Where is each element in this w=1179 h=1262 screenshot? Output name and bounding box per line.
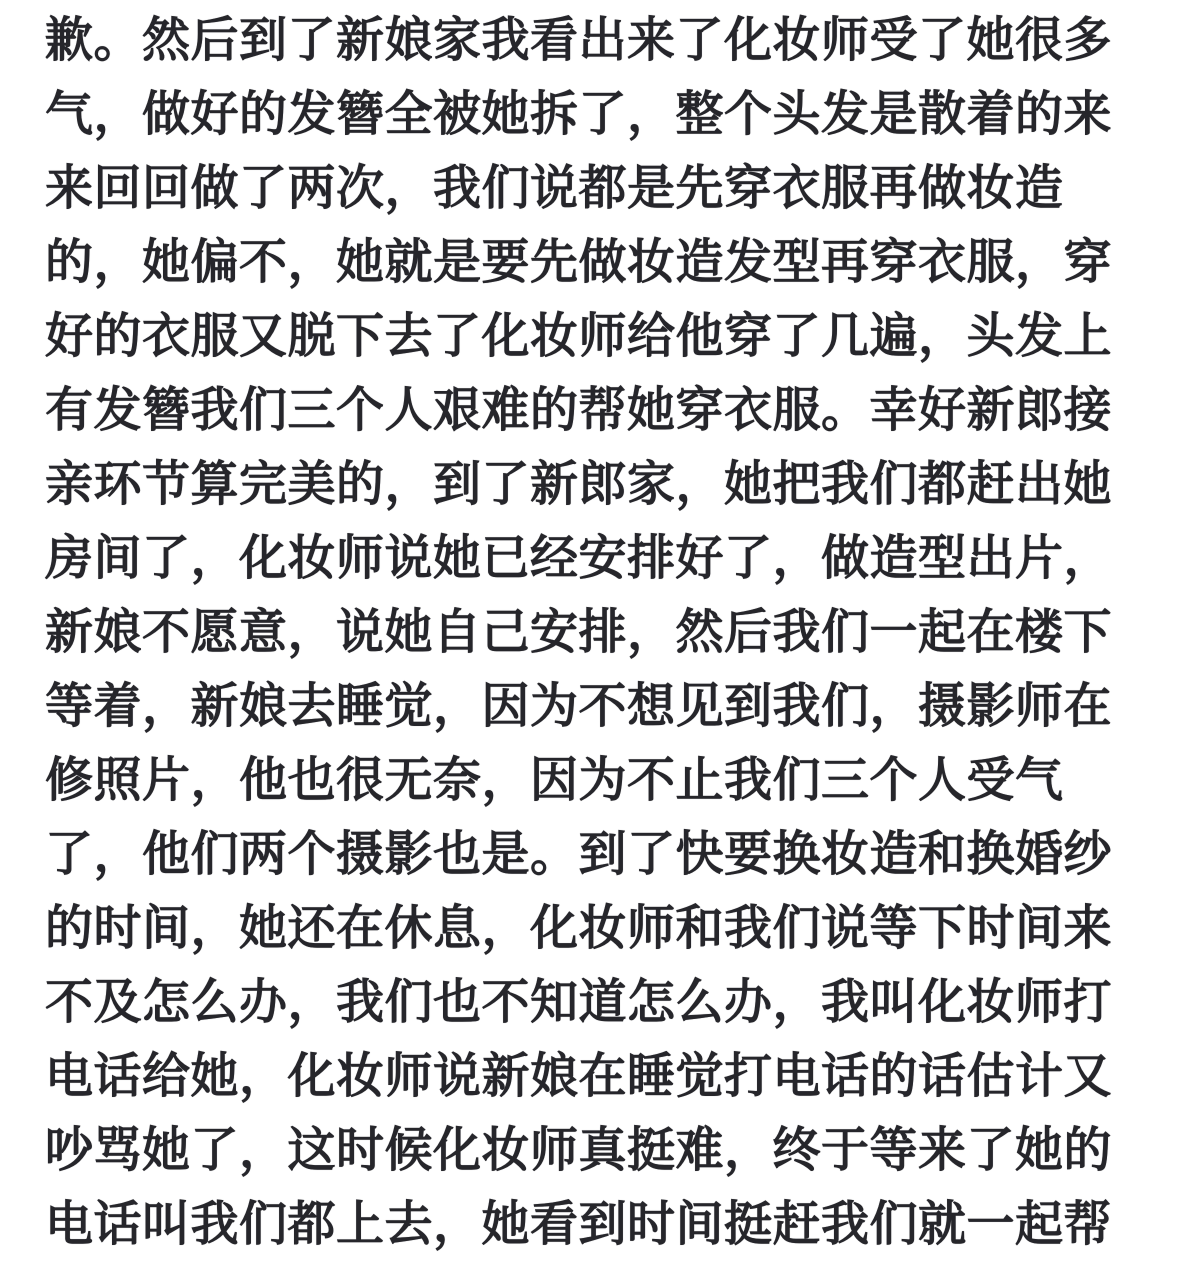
text-line: 亲环节算完美的，到了新郎家，她把我们都赶出她 bbox=[45, 458, 1113, 511]
text-line: 不及怎么办，我们也不知道怎么办，我叫化妆师打 bbox=[45, 976, 1113, 1029]
text-line: 修照片，他也很无奈，因为不止我们三个人受气 bbox=[45, 754, 1064, 807]
text-line: 新娘不愿意，说她自己安排，然后我们一起在楼下 bbox=[45, 606, 1113, 659]
text-line: 歉。然后到了新娘家我看出来了化妆师受了她很多 bbox=[45, 14, 1113, 67]
text-line: 吵骂她了，这时候化妆师真挺难，终于等来了她的 bbox=[45, 1124, 1113, 1177]
text-line: 的，她偏不，她就是要先做妆造发型再穿衣服，穿 bbox=[45, 236, 1113, 289]
text-line: 好的衣服又脱下去了化妆师给他穿了几遍，头发上 bbox=[45, 310, 1113, 363]
text-line: 电话叫我们都上去，她看到时间挺赶我们就一起帮 bbox=[45, 1198, 1113, 1251]
text-line: 有发簪我们三个人艰难的帮她穿衣服。幸好新郎接 bbox=[45, 384, 1113, 437]
text-line: 电话给她，化妆师说新娘在睡觉打电话的话估计又 bbox=[45, 1050, 1113, 1103]
text-line: 房间了，化妆师说她已经安排好了，做造型出片， bbox=[45, 532, 1113, 585]
text-line: 了，他们两个摄影也是。到了快要换妆造和换婚纱 bbox=[45, 828, 1113, 881]
text-line: 来回回做了两次，我们说都是先穿衣服再做妆造 bbox=[45, 162, 1064, 215]
text-line: 的时间，她还在休息，化妆师和我们说等下时间来 bbox=[45, 902, 1113, 955]
text-line: 气，做好的发簪全被她拆了，整个头发是散着的来 bbox=[45, 88, 1113, 141]
text-line: 等着，新娘去睡觉，因为不想见到我们，摄影师在 bbox=[45, 680, 1113, 733]
